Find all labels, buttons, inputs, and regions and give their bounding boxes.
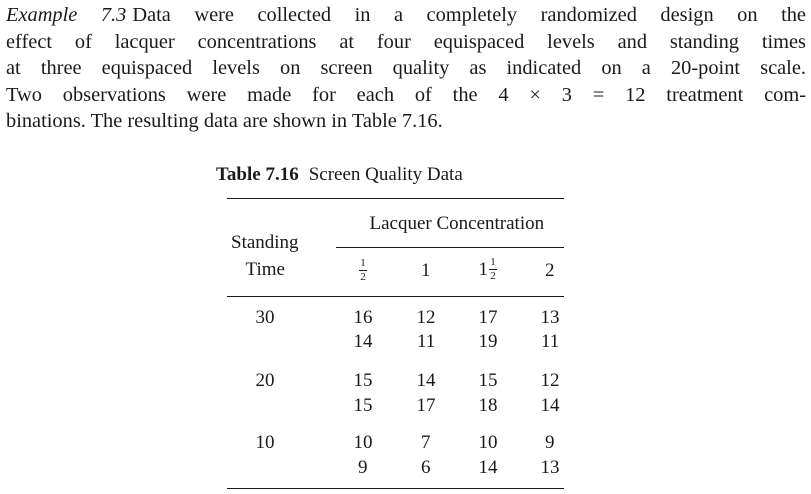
column-group-rule (336, 247, 564, 248)
fraction-numerator: 1 (490, 256, 496, 268)
table-cell: 15 (353, 395, 373, 416)
table-caption (216, 164, 463, 186)
table-cell: 14 (416, 370, 436, 391)
table-cell: 18 (478, 395, 498, 416)
table-cell: 17 (416, 395, 436, 416)
table-label: Table 7.16 (216, 164, 299, 185)
column-header-1: 1 (421, 260, 431, 281)
table-cell: 9 (545, 432, 555, 453)
table-cell: 11 (541, 331, 560, 352)
table-title: Screen Quality Data (308, 164, 463, 185)
table-cell: 14 (353, 331, 373, 352)
table-cell: 15 (353, 370, 373, 391)
table-cell: 13 (540, 307, 560, 328)
column-header-one-half (359, 258, 367, 283)
fraction-denominator: 2 (360, 271, 366, 283)
row-header-line-2: Time (245, 259, 285, 280)
table-cell: 7 (421, 432, 431, 453)
table-cell: 14 (540, 395, 560, 416)
table-cell: 10 (478, 432, 498, 453)
paragraph-line-1: Example 7.3 Data were collected in a completely randomized design on the (6, 4, 806, 26)
header-bottom-rule (227, 296, 564, 297)
fraction-denominator: 2 (490, 270, 496, 282)
standing-time-20: 20 (255, 370, 275, 391)
paragraph-line-4: Two observations were made for each of the 4 × 3 = 12 treatment com- (6, 83, 806, 106)
mixed-whole: 1 (478, 258, 488, 280)
column-group-header: Lacquer Concentration (369, 213, 545, 234)
standing-time-30: 30 (255, 307, 275, 328)
table-cell: 19 (478, 331, 498, 352)
paragraph-line-3: at three equispaced levels on screen quality as indicated on a 20-point scale. (6, 57, 806, 79)
table-top-rule (227, 198, 564, 199)
column-header-2: 2 (545, 260, 555, 281)
table-cell: 10 (353, 432, 373, 453)
mixed-fraction (489, 257, 497, 282)
table-cell: 9 (358, 457, 368, 478)
example-label: Example 7.3 (6, 4, 127, 26)
paragraph-line-5: binations. The resulting data are shown in Table 7.16. (6, 110, 443, 132)
table-cell: 13 (540, 457, 560, 478)
table-bottom-rule (227, 488, 564, 489)
fraction-numerator: 1 (360, 257, 366, 269)
table-cell: 16 (353, 307, 373, 328)
table-cell: 11 (417, 331, 436, 352)
table-cell: 12 (416, 307, 436, 328)
table-cell: 14 (478, 457, 498, 478)
table-cell: 6 (421, 457, 431, 478)
column-header-one-and-a-half (479, 257, 498, 282)
paragraph-line-2: effect of lacquer concentrations at four equispaced levels and standing times (6, 30, 806, 53)
row-header-line-1: Standing (231, 232, 299, 253)
table-cell: 15 (478, 370, 498, 391)
standing-time-10: 10 (255, 432, 275, 453)
table-cell: 17 (478, 307, 498, 328)
table-cell: 12 (540, 370, 560, 391)
example-paragraph (6, 2, 806, 135)
